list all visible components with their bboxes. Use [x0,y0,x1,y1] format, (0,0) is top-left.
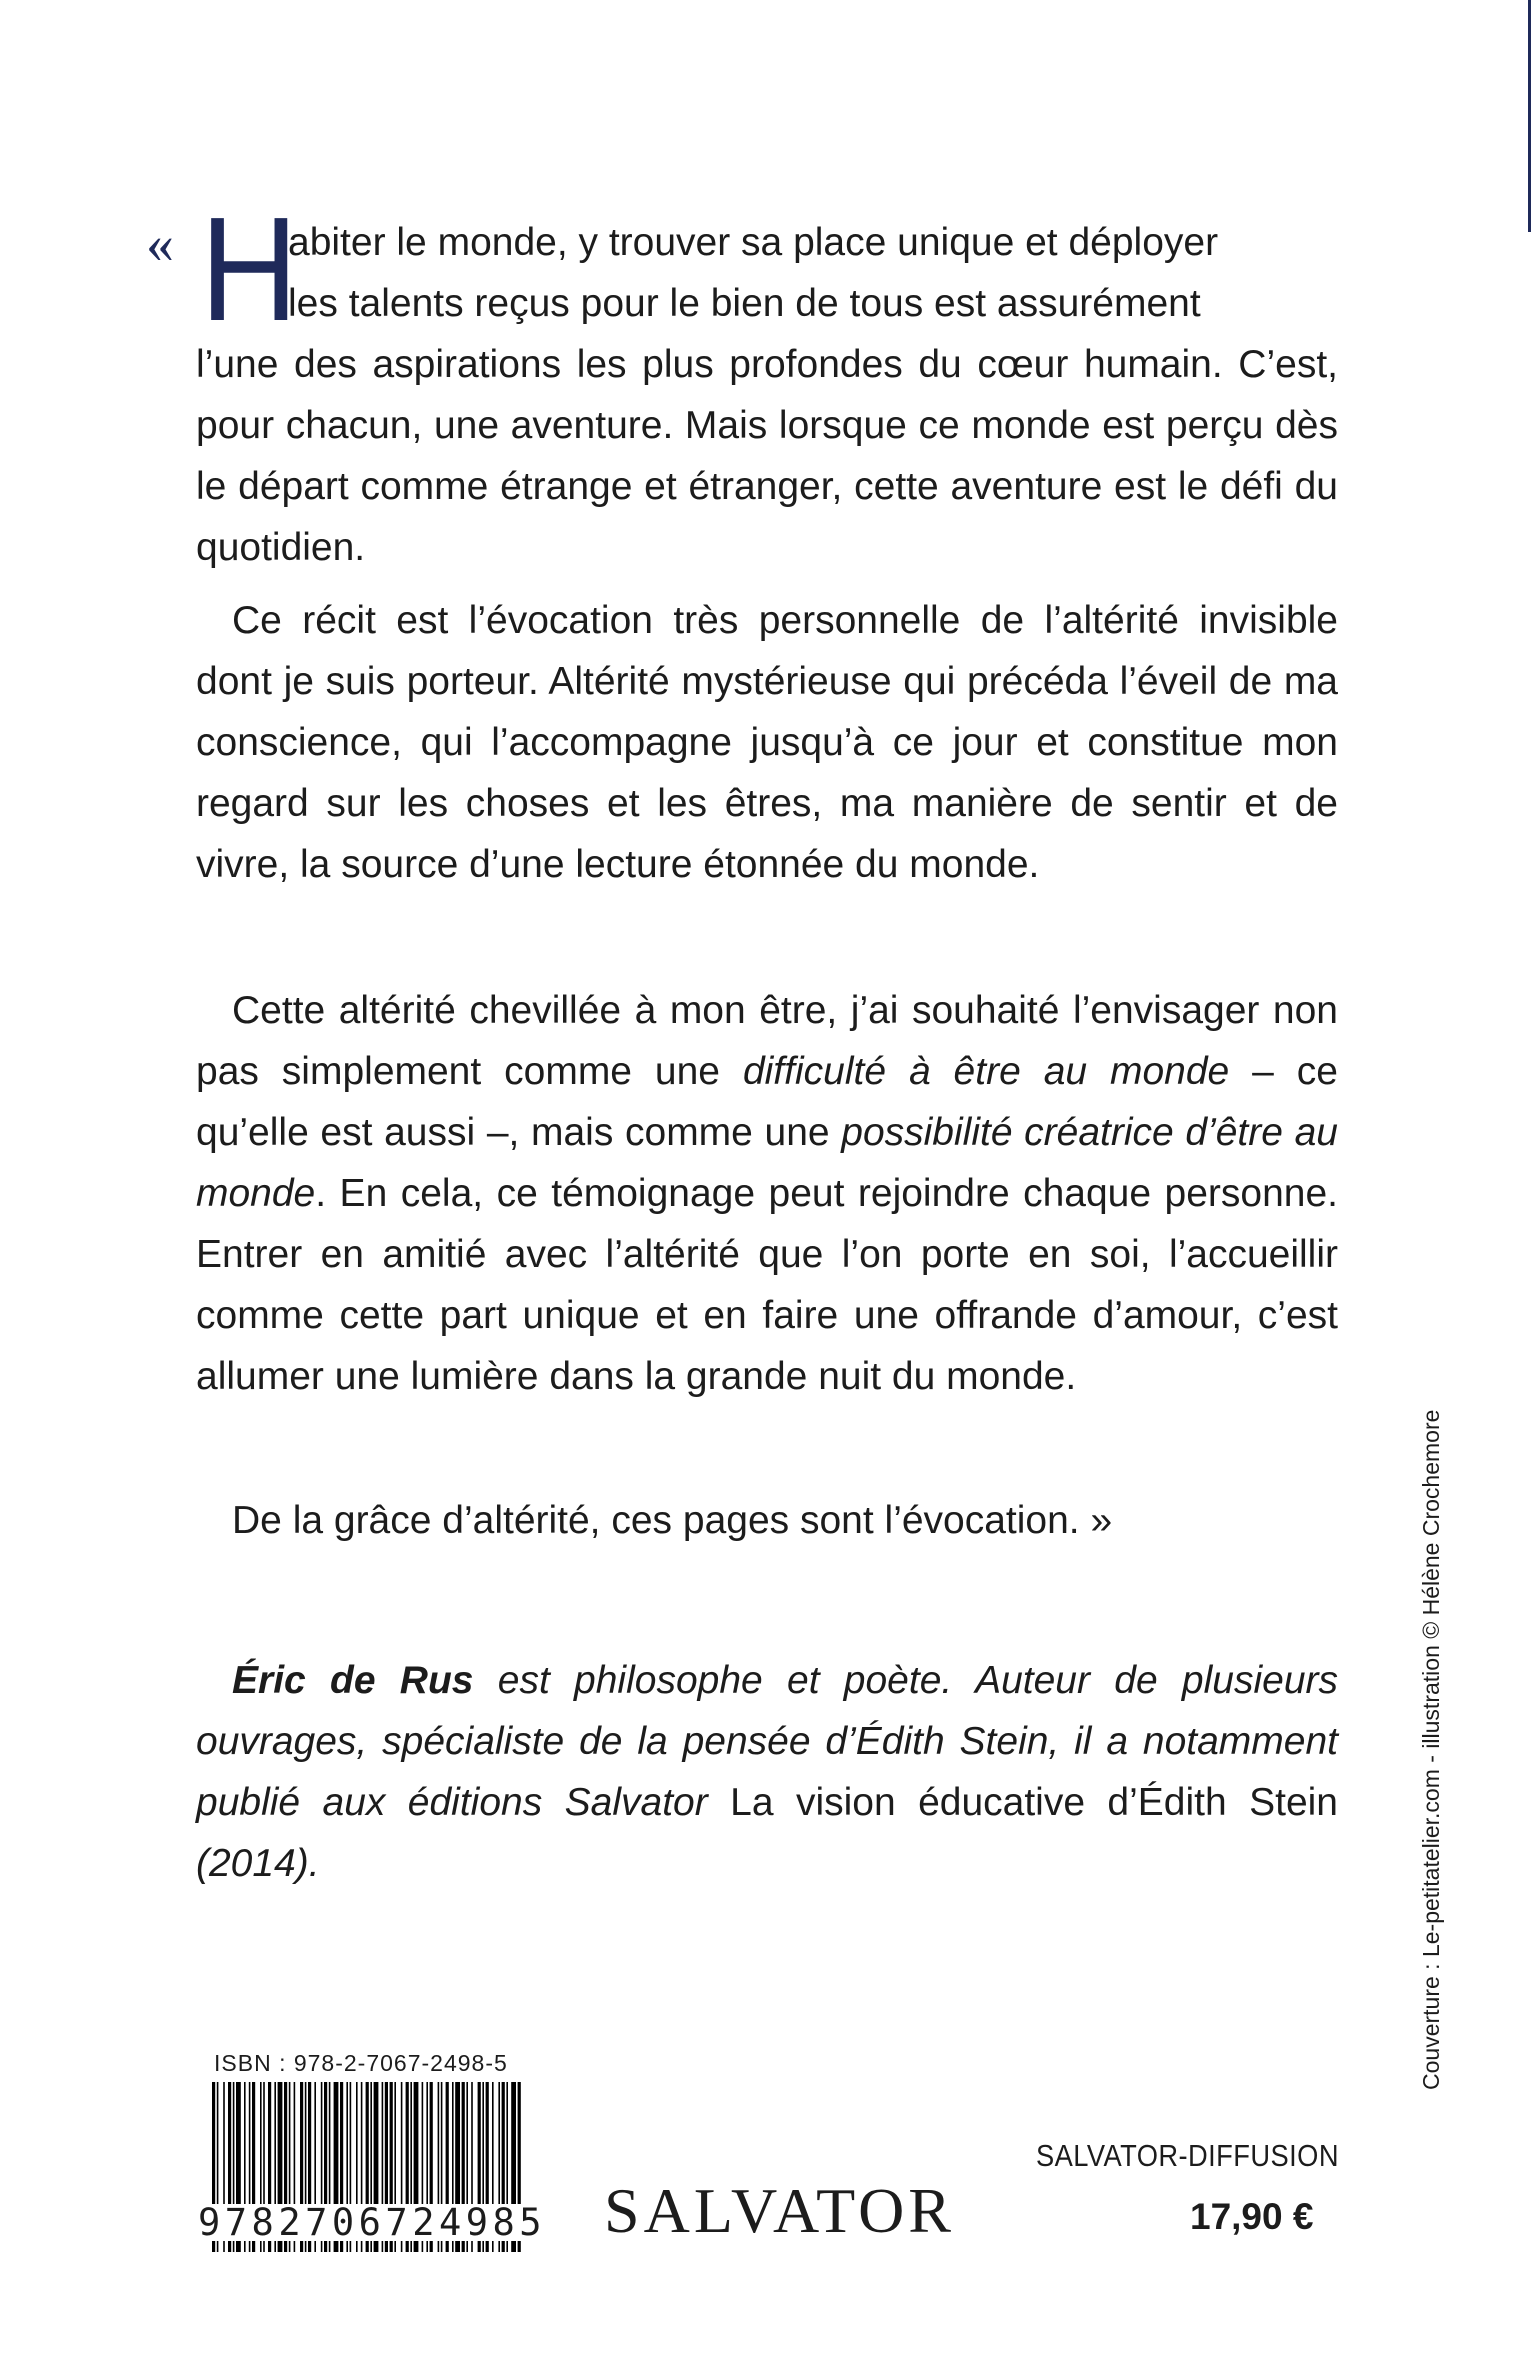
quote-p2-text: Ce récit est l’évocation très personnelle de l’altérité invisible dont je suis porteur. Altérité mystérieuse qui précéda l’éveil de ma conscience, qui l’accompagne jusqu’à ce jour et constitue mon regard sur les choses et les êtres, ma manière de sentir et de vivre, la source d’une lecture étonnée du monde. [196,599,1338,886]
quote-paragraph-4 [196,1490,1338,1551]
quote-p1-line-2: les talents reçus pour le bien de tous est assurément [288,282,1201,325]
bio-text-b: (2014). [196,1842,320,1885]
quote-paragraph-2 [196,590,1338,895]
drop-cap-letter: H [200,187,299,352]
isbn-label: ISBN : 978-2-7067-2498-5 [214,2050,508,2076]
author-name: Éric de Rus [232,1659,474,1702]
distributor-name: SALVATOR-DIFFUSION [1036,2138,1339,2173]
quote-p3-part-a: Cette altérité chevillée à mon être, j’ai souhaité l’envisager non pas simplement comme une [196,989,1338,1093]
quote-paragraph-3 [196,980,1338,1407]
book-title: La vision éducative d’Édith Stein [730,1781,1338,1824]
quote-p3-italic-1: difficulté à être au monde [742,1050,1230,1093]
quote-p3-part-e: . En cela, ce témoignage peut rejoindre chaque personne. Entrer en amitié avec l’altérité que l’on porte en soi, l’accueillir comme cette part unique et en faire une offrande d’amour, c’est allumer une lumière dans la grande nuit du monde. [196,1172,1338,1398]
spine-edge-line [1528,0,1531,232]
cover-credit: Couverture : Le-petitatelier.com - illustration © Hélène Crochemore [1418,1409,1444,2090]
price: 17,90 € [1190,2196,1314,2237]
quote-p3-part-c: – ce qu’elle est aussi –, mais comme une [196,1050,1338,1154]
quote-p3-italic-2: possibilité créatrice d’être au monde [196,1111,1338,1215]
publisher-logo: SALVATOR [604,2175,955,2246]
author-bio [196,1650,1338,1894]
quote-p1-line-1: abiter le monde, y trouver sa place unique et déployer [288,221,1219,264]
barcode-digits: 9782706724985 [198,2201,547,2244]
opening-quote-mark: « [146,213,174,275]
quote-paragraph-1 [196,212,1338,578]
bio-text-a: est philosophe et poète. Auteur de plusieurs ouvrages, spécialiste de la pensée d’Édith Stein, il a notamment publié aux éditions Salvator [196,1659,1338,1824]
quote-p1-rest: l’une des aspirations les plus profondes du cœur humain. C’est, pour chacun, une aventure. Mais lorsque ce monde est perçu dès le départ comme étrange et étranger, cette aventure est le défi du quotidien. [196,343,1338,569]
quote-p4-text: De la grâce d’altérité, ces pages sont l’évocation. » [232,1499,1113,1542]
